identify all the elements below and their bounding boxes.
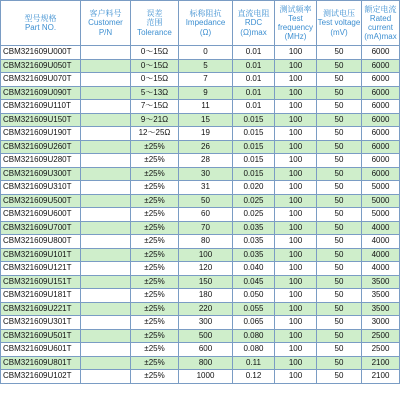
table-row	[1, 370, 400, 384]
customer-pn-cell	[81, 370, 131, 384]
table-row	[1, 113, 400, 127]
impedance-cell: 11	[179, 100, 233, 114]
rdc-cell: 0.035	[233, 221, 275, 235]
header-line: RDC	[244, 18, 263, 28]
tolerance-cell: 7～15Ω	[131, 100, 179, 114]
tolerance-cell: ±25%	[131, 248, 179, 262]
rated-current-cell: 5000	[362, 208, 400, 222]
test-frequency-cell: 100	[275, 86, 317, 100]
test-voltage-cell: 50	[317, 46, 362, 60]
rated-current-cell: 3500	[362, 275, 400, 289]
customer-pn-cell	[81, 235, 131, 249]
customer-pn-cell	[81, 59, 131, 73]
rated-current-cell: 6000	[362, 154, 400, 168]
header-line: Customer	[88, 18, 123, 28]
tolerance-cell: 9～21Ω	[131, 113, 179, 127]
header-line: Tolerance	[137, 27, 172, 37]
part-number-cell: CBM321609U801T	[1, 356, 81, 370]
test-frequency-cell: 100	[275, 316, 317, 330]
customer-pn-cell	[81, 356, 131, 370]
test-voltage-cell: 50	[317, 127, 362, 141]
rdc-cell: 0.01	[233, 100, 275, 114]
impedance-cell: 500	[179, 329, 233, 343]
rated-current-cell: 6000	[362, 100, 400, 114]
header-line: 额定电流	[364, 4, 397, 14]
test-voltage-cell: 50	[317, 59, 362, 73]
customer-pn-cell	[81, 181, 131, 195]
part-number-cell: CBM321609U700T	[1, 221, 81, 235]
rated-current-cell: 6000	[362, 59, 400, 73]
impedance-cell: 0	[179, 46, 233, 60]
header-line: Impedance	[185, 18, 226, 28]
impedance-cell: 100	[179, 248, 233, 262]
impedance-cell: 15	[179, 113, 233, 127]
part-number-cell: CBM321609U190T	[1, 127, 81, 141]
rdc-cell: 0.080	[233, 343, 275, 357]
tolerance-cell: 0～15Ω	[131, 46, 179, 60]
tolerance-cell: ±25%	[131, 329, 179, 343]
tolerance-cell: ±25%	[131, 316, 179, 330]
header-line: (Ω)max	[240, 27, 267, 37]
part-number-cell: CBM321609U050T	[1, 59, 81, 73]
customer-pn-cell	[81, 329, 131, 343]
part-number-cell: CBM321609U260T	[1, 140, 81, 154]
rated-current-cell: 3500	[362, 302, 400, 316]
test-voltage-cell: 50	[317, 356, 362, 370]
test-frequency-cell: 100	[275, 370, 317, 384]
test-frequency-cell: 100	[275, 181, 317, 195]
rated-current-cell: 4000	[362, 221, 400, 235]
rdc-cell: 0.12	[233, 370, 275, 384]
table-row	[1, 167, 400, 181]
part-number-cell: CBM321609U601T	[1, 343, 81, 357]
test-frequency-header	[275, 1, 317, 46]
rdc-cell: 0.01	[233, 86, 275, 100]
table-row	[1, 262, 400, 276]
test-frequency-cell: 100	[275, 262, 317, 276]
header-line: current	[368, 23, 393, 32]
header-line: 测试频率	[279, 4, 312, 14]
rdc-cell: 0.020	[233, 181, 275, 195]
table-body	[1, 46, 400, 384]
tolerance-cell: ±25%	[131, 235, 179, 249]
table-row	[1, 221, 400, 235]
customer-pn-cell	[81, 262, 131, 276]
test-voltage-cell: 50	[317, 235, 362, 249]
test-frequency-cell: 100	[275, 167, 317, 181]
table-row	[1, 289, 400, 303]
test-voltage-cell: 50	[317, 86, 362, 100]
rdc-cell: 0.11	[233, 356, 275, 370]
rated-current-cell: 2100	[362, 370, 400, 384]
impedance-cell: 800	[179, 356, 233, 370]
impedance-cell: 26	[179, 140, 233, 154]
header-line: 直流电阻	[237, 9, 270, 19]
test-frequency-cell: 100	[275, 208, 317, 222]
rated-current-header	[362, 1, 400, 46]
rdc-cell: 0.025	[233, 208, 275, 222]
tolerance-cell: ±25%	[131, 140, 179, 154]
tolerance-cell: ±25%	[131, 262, 179, 276]
rdc-cell: 0.01	[233, 46, 275, 60]
rdc-cell: 0.045	[233, 275, 275, 289]
test-voltage-cell: 50	[317, 221, 362, 235]
test-voltage-cell: 50	[317, 343, 362, 357]
customer-pn-cell	[81, 248, 131, 262]
test-frequency-cell: 100	[275, 343, 317, 357]
table-row	[1, 59, 400, 73]
part-number-cell: CBM321609U000T	[1, 46, 81, 60]
rdc-header	[233, 1, 275, 46]
part-number-cell: CBM321609U800T	[1, 235, 81, 249]
header-line: 范围	[146, 18, 163, 28]
part-no-header	[1, 1, 81, 46]
test-voltage-cell: 50	[317, 275, 362, 289]
test-frequency-cell: 100	[275, 248, 317, 262]
header-row	[1, 1, 400, 46]
customer-pn-cell	[81, 127, 131, 141]
part-number-cell: CBM321609U151T	[1, 275, 81, 289]
customer-pn-cell	[81, 86, 131, 100]
impedance-cell: 1000	[179, 370, 233, 384]
part-number-cell: CBM321609U500T	[1, 194, 81, 208]
customer-pn-cell	[81, 167, 131, 181]
part-number-cell: CBM321609U070T	[1, 73, 81, 87]
table-row	[1, 302, 400, 316]
rdc-cell: 0.035	[233, 248, 275, 262]
rdc-cell: 0.015	[233, 154, 275, 168]
test-frequency-cell: 100	[275, 275, 317, 289]
customer-pn-header	[81, 1, 131, 46]
table-row	[1, 154, 400, 168]
header-line: (MHz)	[284, 32, 307, 42]
table-row	[1, 248, 400, 262]
tolerance-cell: 12～25Ω	[131, 127, 179, 141]
test-voltage-cell: 50	[317, 181, 362, 195]
test-voltage-cell: 50	[317, 316, 362, 330]
test-frequency-cell: 100	[275, 127, 317, 141]
impedance-cell: 120	[179, 262, 233, 276]
test-frequency-cell: 100	[275, 46, 317, 60]
part-number-cell: CBM321609U280T	[1, 154, 81, 168]
part-number-cell: CBM321609U102T	[1, 370, 81, 384]
tolerance-cell: 5～13Ω	[131, 86, 179, 100]
test-voltage-cell: 50	[317, 73, 362, 87]
impedance-cell: 19	[179, 127, 233, 141]
customer-pn-cell	[81, 100, 131, 114]
test-frequency-cell: 100	[275, 73, 317, 87]
customer-pn-cell	[81, 46, 131, 60]
test-voltage-cell: 50	[317, 113, 362, 127]
table-row	[1, 356, 400, 370]
header-line: 型号规格	[24, 13, 57, 23]
tolerance-cell: ±25%	[131, 289, 179, 303]
test-frequency-cell: 100	[275, 154, 317, 168]
rdc-cell: 0.065	[233, 316, 275, 330]
table-row	[1, 235, 400, 249]
tolerance-header	[131, 1, 179, 46]
impedance-cell: 600	[179, 343, 233, 357]
header-line: Part NO.	[24, 23, 57, 32]
tolerance-cell: ±25%	[131, 167, 179, 181]
rated-current-cell: 2100	[362, 356, 400, 370]
rdc-cell: 0.015	[233, 113, 275, 127]
test-voltage-cell: 50	[317, 370, 362, 384]
tolerance-cell: 0～15Ω	[131, 59, 179, 73]
tolerance-cell: ±25%	[131, 181, 179, 195]
impedance-cell: 150	[179, 275, 233, 289]
customer-pn-cell	[81, 316, 131, 330]
test-voltage-cell: 50	[317, 248, 362, 262]
part-number-cell: CBM321609U090T	[1, 86, 81, 100]
rated-current-cell: 6000	[362, 73, 400, 87]
test-voltage-header	[317, 1, 362, 46]
rated-current-cell: 2500	[362, 343, 400, 357]
customer-pn-cell	[81, 302, 131, 316]
rated-current-cell: 6000	[362, 113, 400, 127]
part-number-cell: CBM321609U150T	[1, 113, 81, 127]
table-row	[1, 329, 400, 343]
test-voltage-cell: 50	[317, 100, 362, 114]
test-frequency-cell: 100	[275, 113, 317, 127]
rated-current-cell: 6000	[362, 167, 400, 181]
test-frequency-cell: 100	[275, 221, 317, 235]
impedance-cell: 30	[179, 167, 233, 181]
rdc-cell: 0.035	[233, 235, 275, 249]
tolerance-cell: ±25%	[131, 221, 179, 235]
test-voltage-cell: 50	[317, 289, 362, 303]
part-number-cell: CBM321609U221T	[1, 302, 81, 316]
table-row	[1, 275, 400, 289]
header-line: frequency	[277, 23, 314, 32]
test-frequency-cell: 100	[275, 194, 317, 208]
impedance-cell: 5	[179, 59, 233, 73]
header-line: 标称阻抗	[189, 9, 222, 19]
rated-current-cell: 5000	[362, 181, 400, 195]
table-row	[1, 208, 400, 222]
test-voltage-cell: 50	[317, 302, 362, 316]
test-frequency-cell: 100	[275, 59, 317, 73]
rated-current-cell: 3000	[362, 316, 400, 330]
test-frequency-cell: 100	[275, 302, 317, 316]
test-voltage-cell: 50	[317, 194, 362, 208]
impedance-header	[179, 1, 233, 46]
customer-pn-cell	[81, 73, 131, 87]
test-voltage-cell: 50	[317, 154, 362, 168]
rated-current-cell: 3500	[362, 289, 400, 303]
table-row	[1, 316, 400, 330]
rated-current-cell: 6000	[362, 46, 400, 60]
impedance-cell: 70	[179, 221, 233, 235]
customer-pn-cell	[81, 140, 131, 154]
table-row	[1, 343, 400, 357]
header-line: (mV)	[330, 27, 348, 37]
part-number-cell: CBM321609U501T	[1, 329, 81, 343]
rated-current-cell: 6000	[362, 140, 400, 154]
part-number-cell: CBM321609U121T	[1, 262, 81, 276]
rdc-cell: 0.025	[233, 194, 275, 208]
impedance-cell: 220	[179, 302, 233, 316]
test-voltage-cell: 50	[317, 167, 362, 181]
header-line: (Ω)	[199, 27, 212, 37]
rdc-cell: 0.015	[233, 140, 275, 154]
part-number-cell: CBM321609U600T	[1, 208, 81, 222]
impedance-cell: 300	[179, 316, 233, 330]
rated-current-cell: 6000	[362, 86, 400, 100]
test-frequency-cell: 100	[275, 289, 317, 303]
rated-current-cell: 5000	[362, 194, 400, 208]
tolerance-cell: ±25%	[131, 356, 179, 370]
tolerance-cell: 0～15Ω	[131, 73, 179, 87]
table-row	[1, 181, 400, 195]
table-row	[1, 127, 400, 141]
part-number-cell: CBM321609U101T	[1, 248, 81, 262]
customer-pn-cell	[81, 343, 131, 357]
table-row	[1, 46, 400, 60]
test-frequency-cell: 100	[275, 100, 317, 114]
tolerance-cell: ±25%	[131, 302, 179, 316]
header-line: 测试电压	[323, 9, 355, 19]
rdc-cell: 0.015	[233, 167, 275, 181]
part-number-cell: CBM321609U300T	[1, 167, 81, 181]
table-row	[1, 140, 400, 154]
customer-pn-cell	[81, 221, 131, 235]
test-voltage-cell: 50	[317, 208, 362, 222]
header-line: Rated	[369, 13, 392, 23]
rated-current-cell: 2500	[362, 329, 400, 343]
customer-pn-cell	[81, 289, 131, 303]
part-number-cell: CBM321609U310T	[1, 181, 81, 195]
impedance-cell: 28	[179, 154, 233, 168]
rdc-cell: 0.055	[233, 302, 275, 316]
test-voltage-cell: 50	[317, 329, 362, 343]
tolerance-cell: ±25%	[131, 370, 179, 384]
header-line: P/N	[98, 27, 113, 37]
rdc-cell: 0.01	[233, 73, 275, 87]
impedance-cell: 80	[179, 235, 233, 249]
rated-current-cell: 4000	[362, 235, 400, 249]
customer-pn-cell	[81, 208, 131, 222]
rdc-cell: 0.050	[233, 289, 275, 303]
customer-pn-cell	[81, 113, 131, 127]
tolerance-cell: ±25%	[131, 275, 179, 289]
header-line: Test voltage	[317, 18, 361, 28]
rdc-cell: 0.01	[233, 59, 275, 73]
impedance-cell: 50	[179, 194, 233, 208]
impedance-cell: 9	[179, 86, 233, 100]
test-frequency-cell: 100	[275, 329, 317, 343]
table-row	[1, 86, 400, 100]
table-row	[1, 194, 400, 208]
rdc-cell: 0.080	[233, 329, 275, 343]
header-line: (mA)max	[364, 32, 397, 42]
impedance-cell: 31	[179, 181, 233, 195]
part-number-cell: CBM321609U110T	[1, 100, 81, 114]
customer-pn-cell	[81, 194, 131, 208]
rated-current-cell: 6000	[362, 127, 400, 141]
test-voltage-cell: 50	[317, 140, 362, 154]
test-voltage-cell: 50	[317, 262, 362, 276]
tolerance-cell: ±25%	[131, 154, 179, 168]
test-frequency-cell: 100	[275, 235, 317, 249]
part-number-cell: CBM321609U301T	[1, 316, 81, 330]
rdc-cell: 0.015	[233, 127, 275, 141]
test-frequency-cell: 100	[275, 356, 317, 370]
table-row	[1, 73, 400, 87]
rdc-cell: 0.040	[233, 262, 275, 276]
header-line: 客户料号	[89, 9, 122, 19]
tolerance-cell: ±25%	[131, 194, 179, 208]
table-row	[1, 100, 400, 114]
test-frequency-cell: 100	[275, 140, 317, 154]
customer-pn-cell	[81, 275, 131, 289]
customer-pn-cell	[81, 154, 131, 168]
tolerance-cell: ±25%	[131, 343, 179, 357]
header-line: Test	[288, 13, 303, 23]
rated-current-cell: 4000	[362, 262, 400, 276]
impedance-cell: 7	[179, 73, 233, 87]
tolerance-cell: ±25%	[131, 208, 179, 222]
impedance-cell: 60	[179, 208, 233, 222]
rated-current-cell: 4000	[362, 248, 400, 262]
part-number-cell: CBM321609U181T	[1, 289, 81, 303]
impedance-cell: 180	[179, 289, 233, 303]
header-line: 误差	[146, 9, 163, 19]
